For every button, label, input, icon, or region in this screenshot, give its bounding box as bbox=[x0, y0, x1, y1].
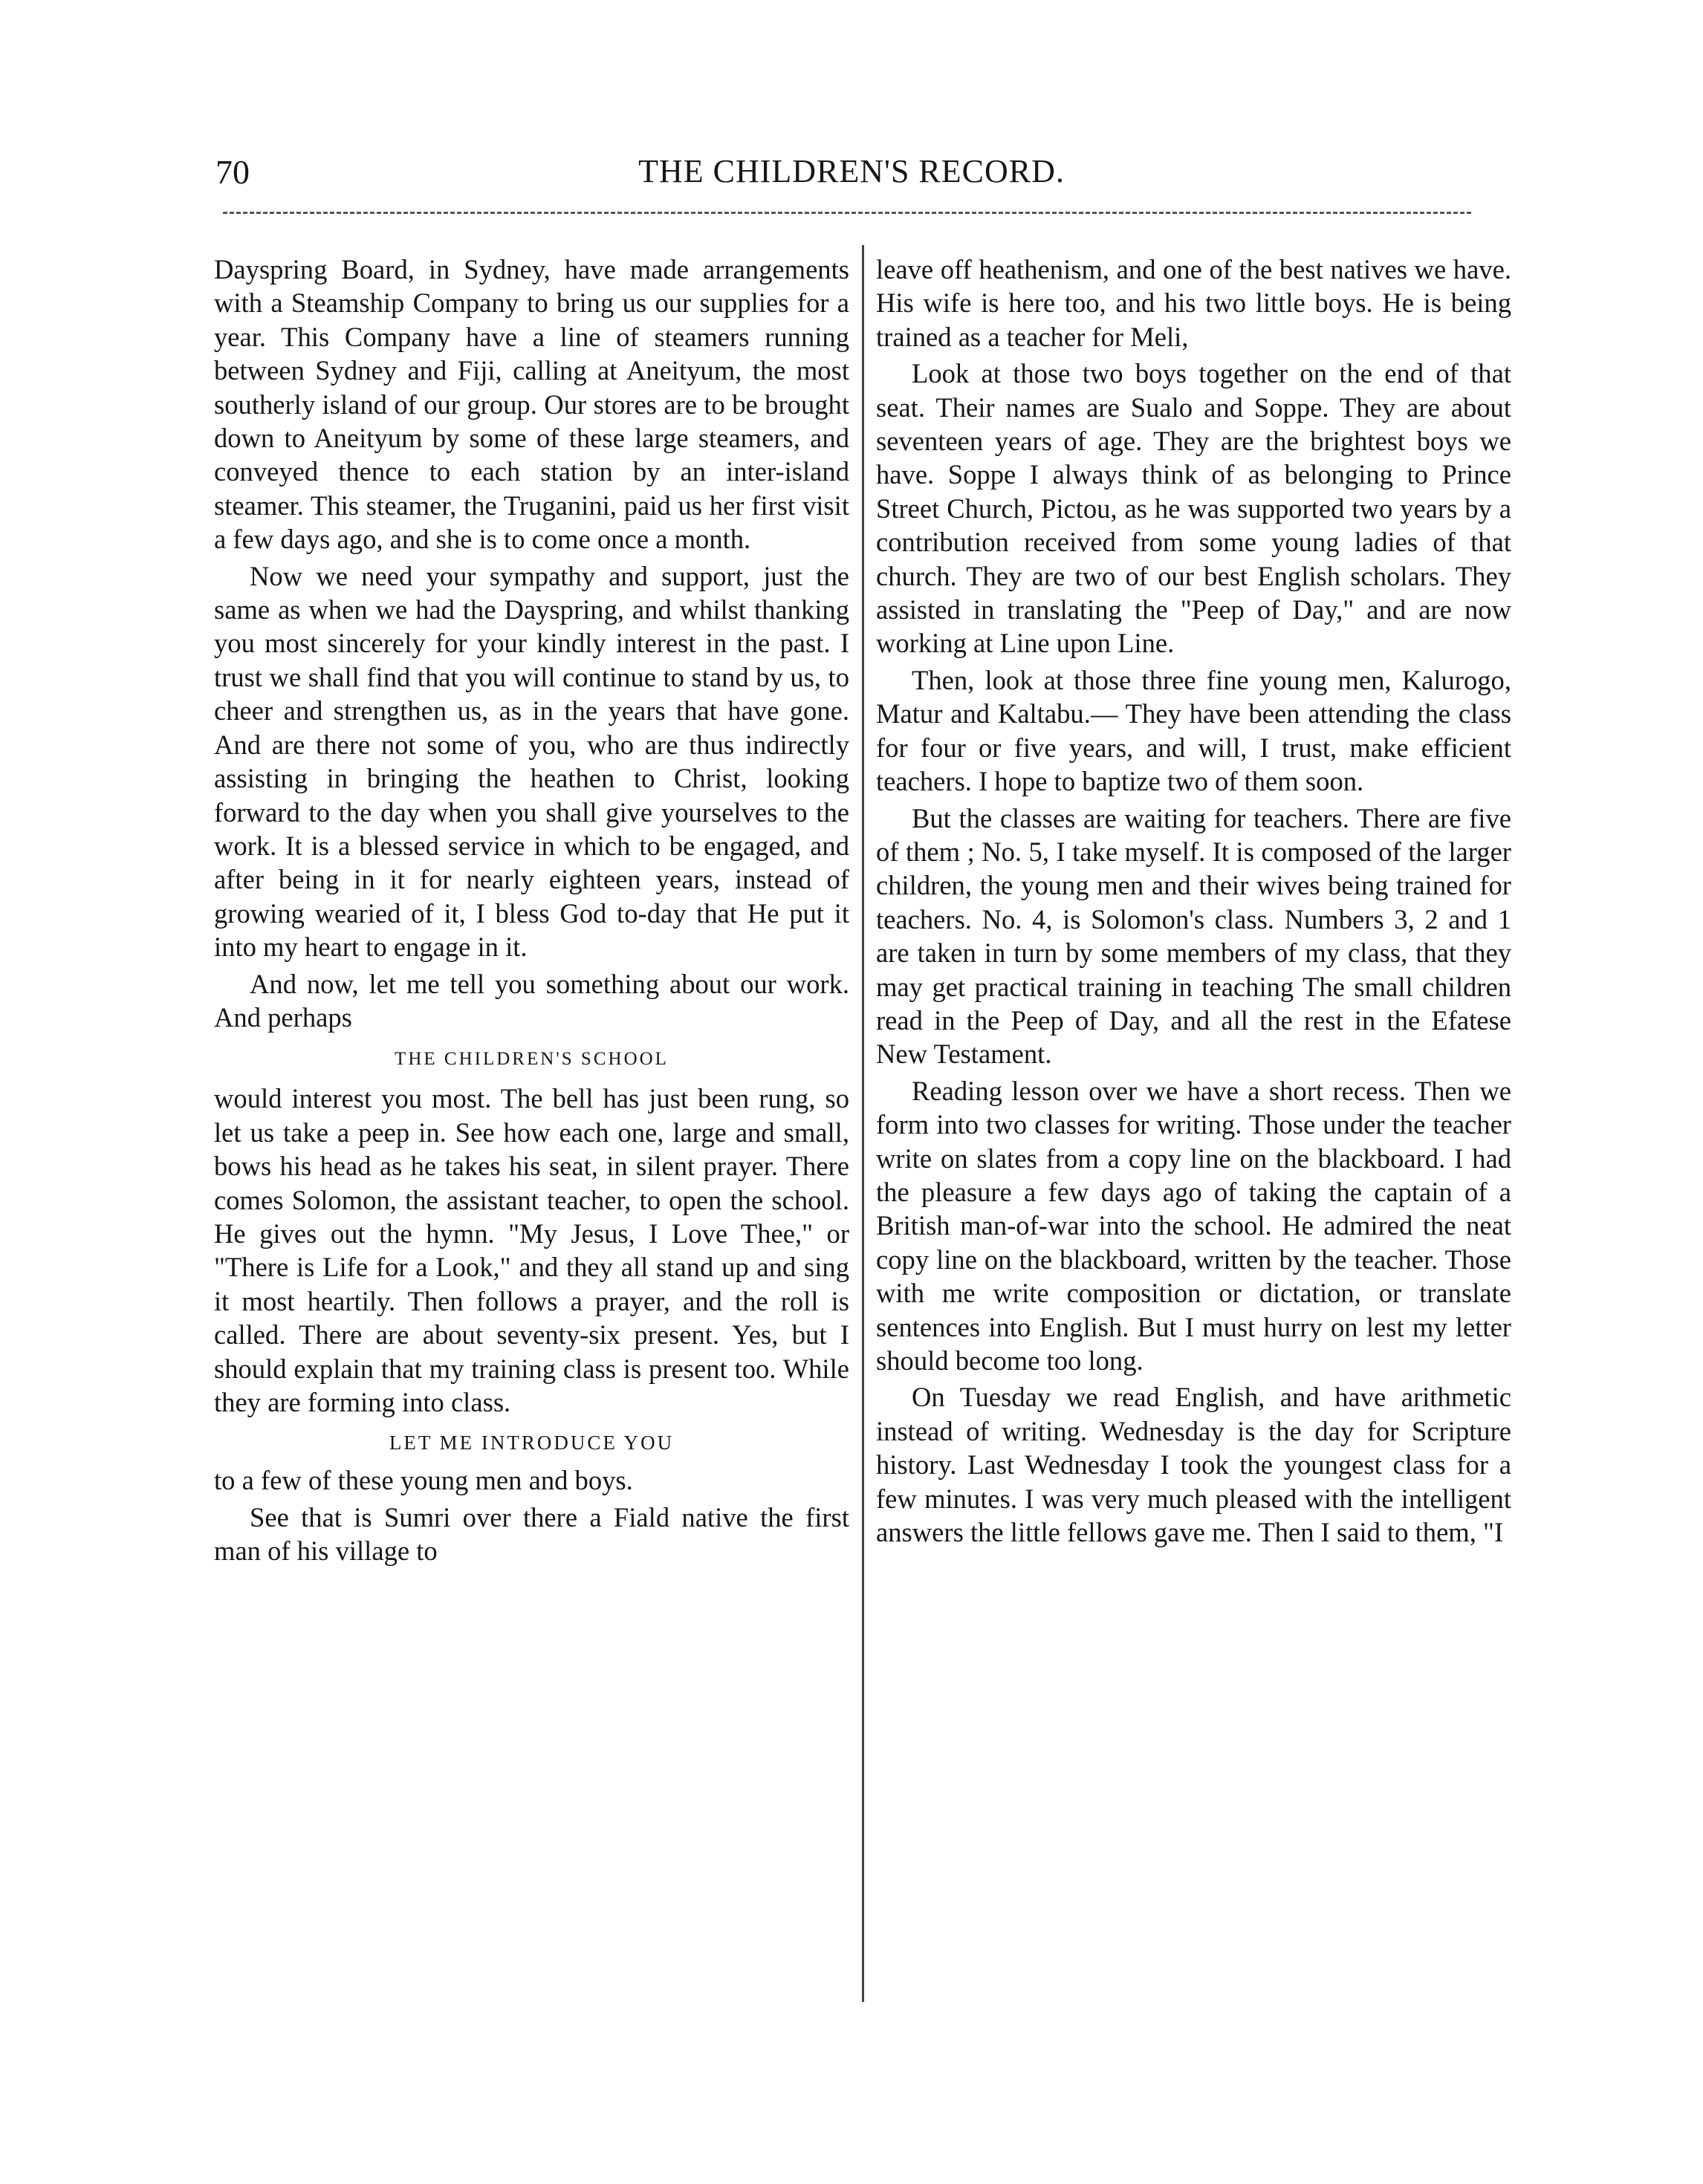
paragraph: Dayspring Board, in Sydney, have made arrangements with a Steamship Company to bring us our supplies for a year. This Company have a line of steamers running between Sydney and Fiji, calling at Aneityum, the most southerly island of our group. Our stores are to be brought down to Aneityum by some of these large steamers, and conveyed thence to each station by an inter-island steamer. This steamer, the Truganini, paid us her first visit a few days ago, and she is to come once a month. bbox=[214, 254, 849, 555]
paragraph: On Tuesday we read English, and have arithmetic instead of writing. Wednesday is the day for Scripture history. Last Wednesday I took the youngest class for a few minutes. I was very much pleased with the intelligent answers the little fellows gave me. Then I said to them, "I bbox=[876, 1382, 1511, 1548]
paragraph: Now we need your sympathy and support, just the same as when we had the Dayspring, and whilst thanking you most sincerely for your kindly interest in the past. I trust we shall find that you will continue to stand by us, to cheer and strengthen us, as in the years that have gone. And are there not some of you, who are thus indirectly assisting in bringing the heathen to Christ, looking forward to the day when you shall give yourselves to the work. It is a blessed service in which to be engaged, and after being in it for nearly eighteen years, instead of growing wearied of it, I bless God to-day that He put it into my heart to engage in it. bbox=[214, 560, 849, 963]
paragraph: See that is Sumri over there a Fiald native the first man of his village to bbox=[214, 1501, 849, 1567]
paragraph: to a few of these young men and boys. bbox=[214, 1465, 633, 1496]
running-head: THE CHILDREN'S RECORD. bbox=[638, 153, 1065, 189]
section-heading: THE CHILDREN'S SCHOOL bbox=[395, 1049, 669, 1070]
section-heading: LET ME INTRODUCE YOU bbox=[389, 1431, 675, 1455]
paragraph: Then, look at those three fine young men, Kalurogo, Matur and Kaltabu.— They have been attending the class for four or five years, and will, I trust, make efficient teachers. I hope to baptize two of them soon. bbox=[876, 664, 1511, 797]
paragraph: Look at those two boys together on the end of that seat. Their names are Sualo and Soppe. They are about seventeen years of age. They are the brightest boys we have. Soppe I always think of as belonging to Prince Street Church, Pictou, as he was supported two years by a contribution received from some young ladies of that church. They are two of our best English scholars. They assisted in translating the "Peep of Day," and are now working at Line upon Line. bbox=[876, 358, 1511, 659]
header-rule bbox=[223, 212, 1471, 214]
column-divider bbox=[862, 245, 864, 2002]
paragraph: And now, let me tell you something about our work. And perhaps bbox=[214, 968, 849, 1033]
paragraph: But the classes are waiting for teachers. There are five of them ; No. 5, I take myself. It is composed of the larger children, the young men and their wives being trained for teachers. No. 4, is Solomon's class. Numbers 3, 2 and 1 are taken in turn by some members of my class, that they may get practical training in teaching The small children read in the Peep of Day, and all the rest in the Efatese New Testament. bbox=[876, 802, 1511, 1070]
left-column bbox=[214, 253, 849, 1571]
right-column bbox=[876, 253, 1511, 1552]
paragraph: would interest you most. The bell has just been rung, so let us take a peep in. See how each one, large and small, bows his head as he takes his seat, in silent prayer. There comes Solomon, the assistant teacher, to open the school. He gives out the hymn. "My Jesus, I Love Thee," or "There is Life for a Look," and they all stand up and sing it most heartily. Then follows a prayer, and the roll is called. There are about seventy-six present. Yes, but I should explain that my training class is present too. While they are forming into class. bbox=[214, 1083, 849, 1417]
page-number: 70 bbox=[215, 153, 250, 191]
paragraph: Reading lesson over we have a short recess. Then we form into two classes for writing. Those under the teacher write on slates from a copy line on the blackboard. I had the pleasure a few days ago of taking the captain of a British man-of-war into the school. He admired the neat copy line on the blackboard, written by the teacher. Those with me write composition or dictation, or translate sentences into English. But I must hurry on lest my letter should become too long. bbox=[876, 1075, 1511, 1376]
paragraph: leave off heathenism, and one of the best natives we have. His wife is here too, and his two little boys. He is being trained as a teacher for Meli, bbox=[876, 254, 1511, 352]
